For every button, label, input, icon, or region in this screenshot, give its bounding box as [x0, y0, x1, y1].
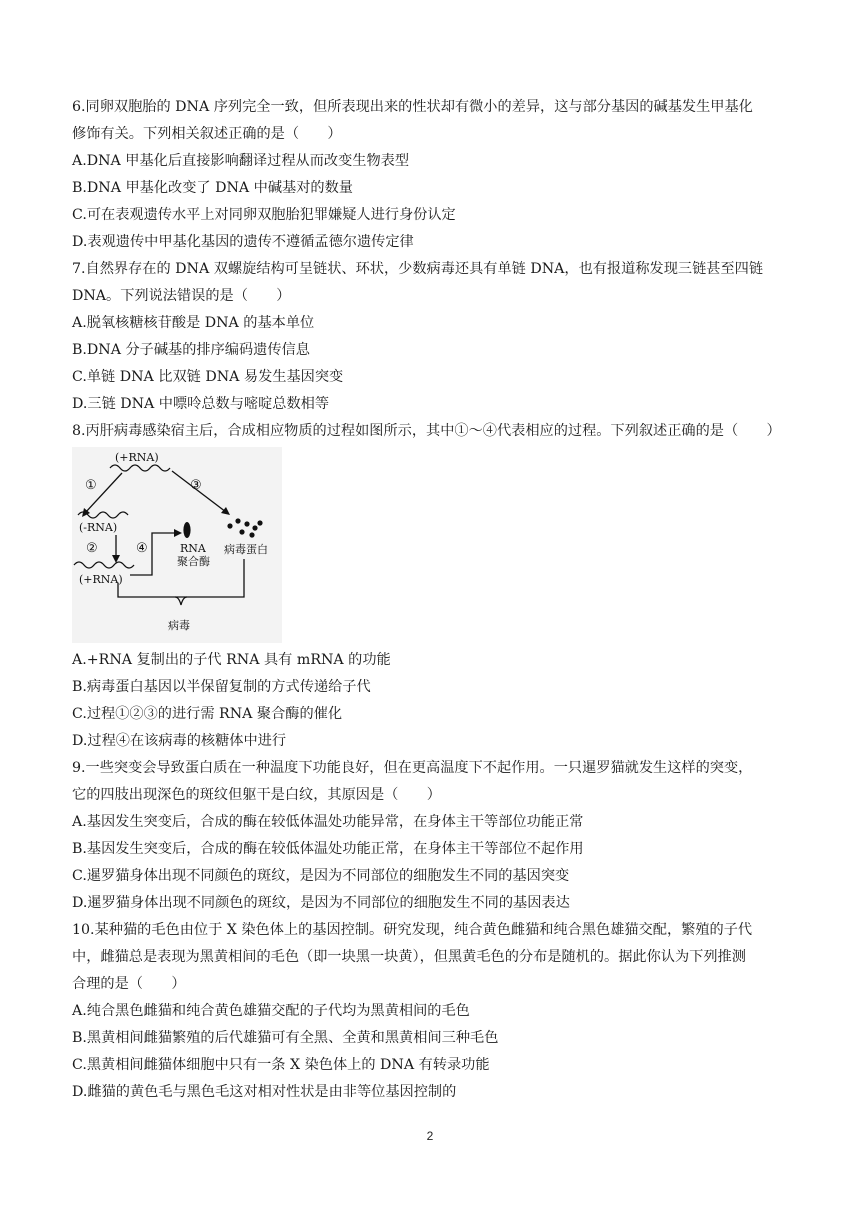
hcv-replication-figure — [72, 447, 282, 643]
question-7-option-c: C.单链 DNA 比双链 DNA 易发生基因突变 — [72, 369, 344, 385]
question-10-option-b: B.黑黄相间雌猫繁殖的后代雄猫可有全黑、全黄和黑黄相间三种毛色 — [72, 1030, 499, 1046]
question-9-option-b: B.基因发生突变后，合成的酶在较低体温处功能正常，在身体主干等部位不起作用 — [72, 841, 584, 857]
plus-rna-bottom-strand — [74, 562, 134, 568]
minus-rna-label: (-RNA) — [79, 521, 118, 534]
arrow-step3-head — [221, 507, 230, 515]
question-9-option-d: D.暹罗猫身体出现不同颜色的斑纹，是因为不同部位的细胞发生不同的基因表达 — [72, 895, 570, 911]
question-8-stem-line-1: 8.丙肝病毒感染宿主后，合成相应物质的过程如图所示，其中①～④代表相应的过程。下列叙述正确的是（ ） — [72, 423, 781, 439]
question-7-option-b: B.DNA 分子碱基的排序编码遗传信息 — [72, 342, 310, 358]
question-6-stem-line-2: 修饰有关。下列相关叙述正确的是（ ） — [72, 126, 342, 142]
question-10-stem-line-2: 中，雌猫总是表现为黑黄相间的毛色（即一块黑一块黄），但黑黄毛色的分布是随机的。据此你认为下列推测 — [72, 949, 746, 965]
question-6 — [72, 94, 792, 256]
rna-polymerase-shape — [183, 522, 190, 538]
plus-rna-top-label: (+RNA) — [115, 451, 159, 464]
arrow-step4-head — [174, 529, 182, 537]
question-10-stem-line-3: 合理的是（ ） — [72, 976, 186, 992]
question-8-option-d: D.过程④在该病毒的核糖体中进行 — [72, 733, 287, 749]
question-6-stem-line-1: 6.同卵双胞胎的 DNA 序列完全一致，但所表现出来的性状却有微小的差异，这与部分基因的碱基发生甲基化 — [72, 99, 753, 115]
viral-protein-label: 病毒蛋白 — [224, 543, 268, 556]
question-10-option-d: D.雌猫的黄色毛与黑色毛这对相对性状是由非等位基因控制的 — [72, 1084, 457, 1100]
question-7-option-d: D.三链 DNA 中嘌呤总数与嘧啶总数相等 — [72, 396, 330, 412]
plus-rna-top-strand — [110, 465, 170, 471]
virus-label: 病毒 — [168, 619, 190, 632]
question-10 — [72, 917, 792, 1106]
question-8 — [72, 418, 792, 755]
question-9-stem-line-1: 9.一些突变会导致蛋白质在一种温度下功能良好，但在更高温度下不起作用。一只暹罗猫就发生这样的突变， — [72, 760, 753, 776]
question-8-option-c: C.过程①②③的进行需 RNA 聚合酶的催化 — [72, 706, 343, 722]
question-7 — [72, 256, 792, 418]
question-10-stem-line-1: 10.某种猫的毛色由位于 X 染色体上的基因控制。研究发现，纯合黄色雌猫和纯合黑色雄猫交配，繁殖的子代 — [72, 922, 753, 938]
viral-protein-dots — [227, 518, 262, 537]
question-7-stem-line-2: DNA。下列说法错误的是（ ） — [72, 288, 291, 304]
page-number: 2 — [426, 1129, 434, 1143]
rna-label: RNA — [180, 542, 206, 555]
step3-label: ③ — [190, 478, 202, 493]
step1-label: ① — [85, 478, 97, 493]
question-9-option-c: C.暹罗猫身体出现不同颜色的斑纹，是因为不同部位的细胞发生不同的基因突变 — [72, 868, 570, 884]
question-9-option-a: A.基因发生突变后，合成的酶在较低体温处功能异常，在身体主干等部位功能正常 — [72, 814, 584, 830]
question-8-option-b: B.病毒蛋白基因以半保留复制的方式传递给子代 — [72, 679, 371, 695]
question-6-option-b: B.DNA 甲基化改变了 DNA 中碱基对的数量 — [72, 180, 353, 196]
step2-label: ② — [86, 541, 98, 556]
question-7-stem-line-1: 7.自然界存在的 DNA 双螺旋结构可呈链状、环状，少数病毒还具有单链 DNA，也有报道称发现三链甚至四链 — [72, 261, 764, 277]
question-10-option-a: A.纯合黑色雌猫和纯合黄色雄猫交配的子代均为黑黄相间的毛色 — [72, 1003, 470, 1019]
question-7-option-a: A.脱氧核糖核苷酸是 DNA 的基本单位 — [72, 315, 315, 331]
polymerase-label: 聚合酶 — [177, 555, 210, 568]
question-9 — [72, 755, 792, 917]
page-content — [72, 94, 792, 1106]
question-6-option-d: D.表观遗传中甲基化基因的遗传不遵循孟德尔遗传定律 — [72, 234, 414, 250]
step4-label: ④ — [136, 541, 148, 556]
question-9-stem-line-2: 它的四肢出现深色的斑纹但躯干是白纹，其原因是（ ） — [72, 787, 441, 803]
virus-bracket-tip — [175, 597, 187, 605]
question-6-option-c: C.可在表观遗传水平上对同卵双胞胎犯罪嫌疑人进行身份认定 — [72, 207, 456, 223]
plus-rna-bottom-label: (+RNA) — [79, 573, 123, 586]
question-10-option-c: C.黑黄相间雌猫体细胞中只有一条 X 染色体上的 DNA 有转录功能 — [72, 1057, 490, 1073]
question-8-option-a: A.+RNA 复制出的子代 RNA 具有 mRNA 的功能 — [72, 652, 391, 668]
question-6-option-a: A.DNA 甲基化后直接影响翻译过程从而改变生物表型 — [72, 153, 410, 169]
